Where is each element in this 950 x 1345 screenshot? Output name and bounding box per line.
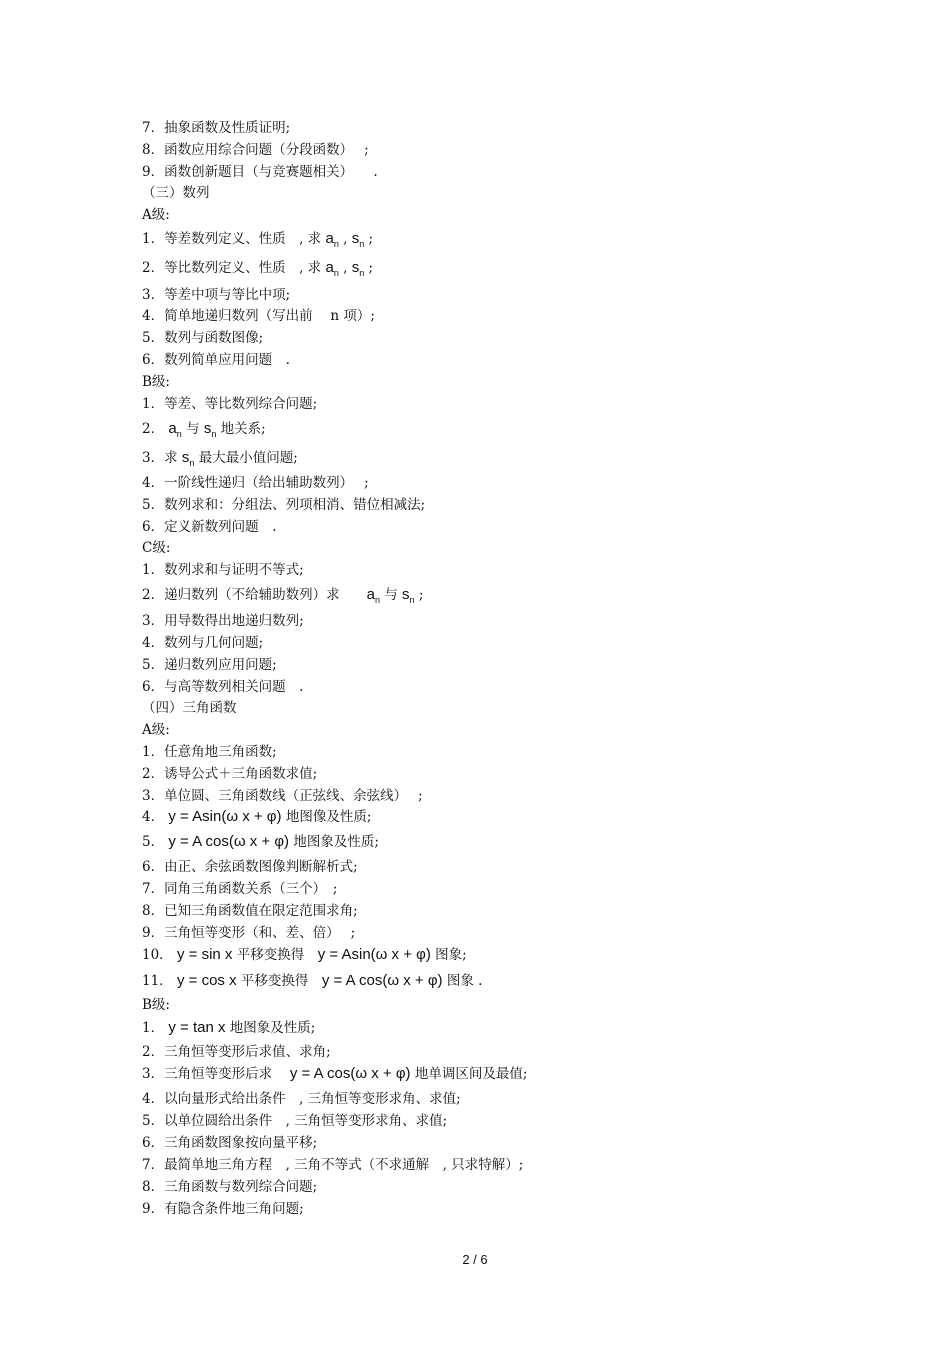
- line-text: 1．数列求和与证明不等式;: [142, 562, 304, 578]
- line-text: 8．三角函数与数列综合问题;: [142, 1179, 318, 1195]
- text-line: [142, 1179, 317, 1195]
- text-line: [142, 1135, 317, 1151]
- math-expression: y = cos x: [176, 972, 237, 989]
- text-line: [142, 722, 170, 738]
- line-text: 5．: [142, 834, 169, 850]
- text-line: [142, 450, 298, 471]
- line-text: 4．一阶线性递归（给出辅助数列） ;: [142, 475, 369, 491]
- subscript: n: [359, 268, 365, 278]
- math-expression: $s_n$: [351, 259, 365, 278]
- line-text: 6．数列简单应用问题 .: [142, 352, 290, 368]
- text-line: [142, 973, 482, 989]
- math-expression: y = sin x: [176, 946, 233, 963]
- line-text: 图象 .: [442, 973, 483, 989]
- math-expression: y = tan x: [168, 1019, 226, 1036]
- line-text: 2．: [142, 421, 169, 437]
- math-expression: y = Asin(ω x + φ): [168, 808, 282, 825]
- subscript: n: [374, 595, 380, 605]
- line-text: B级:: [142, 374, 170, 390]
- text-line: [142, 330, 263, 346]
- math-expression: $a_n$: [325, 230, 339, 249]
- line-text: ;: [414, 587, 424, 603]
- math-expression: y = Asin(ω x + φ): [317, 946, 431, 963]
- text-line: [142, 834, 379, 850]
- line-text: 地图象及性质;: [225, 1020, 316, 1036]
- line-text: 9．函数创新题目（与竞赛题相关） .: [142, 164, 378, 180]
- line-text: 10．: [142, 947, 177, 963]
- line-text: 与: [181, 421, 204, 437]
- math-expression: $a_n$: [366, 586, 380, 605]
- text-line: [142, 497, 425, 513]
- line-text: ;: [364, 260, 374, 276]
- line-text: 3．三角恒等变形后求: [142, 1066, 290, 1082]
- text-line: [142, 657, 277, 673]
- text-line: [142, 859, 358, 875]
- line-text: 8．函数应用综合问题（分段函数） ;: [142, 142, 369, 158]
- page-number: 2 / 6: [462, 1252, 488, 1267]
- line-text: 1．等差、等比数列综合问题;: [142, 396, 318, 412]
- line-text: 平移变换得: [232, 947, 318, 963]
- subscript: n: [333, 268, 339, 278]
- line-text: 5．递归数列应用问题;: [142, 657, 277, 673]
- text-line: [142, 207, 170, 223]
- text-line: [142, 1157, 523, 1173]
- text-line: [142, 519, 276, 535]
- text-line: [142, 587, 423, 608]
- line-text: （四）三角函数: [142, 700, 237, 716]
- line-text: ,: [338, 260, 352, 276]
- line-text: 9．三角恒等变形（和、差、倍） ;: [142, 925, 356, 941]
- subscript: n: [176, 429, 182, 439]
- line-text: ,: [338, 231, 352, 247]
- subscript: n: [333, 239, 339, 249]
- text-line: [142, 700, 237, 716]
- text-line: [142, 788, 423, 804]
- line-text: 6．三角函数图象按向量平移;: [142, 1135, 318, 1151]
- text-line: [142, 613, 304, 629]
- math-expression: $s_n$: [402, 586, 415, 605]
- math-expression: y = A cos(ω x + φ): [168, 833, 290, 850]
- line-text: 7．同角三角函数关系（三个） ;: [142, 881, 338, 897]
- text-line: [142, 185, 210, 201]
- text-line: [142, 1113, 447, 1129]
- line-text: 5．以单位圆给出条件 , 三角恒等变形求角、求值;: [142, 1113, 448, 1129]
- line-text: 3．单位圆、三角函数线（正弦线、余弦线） ;: [142, 788, 423, 804]
- subscript: n: [409, 595, 415, 605]
- line-text: 7．最简单地三角方程 , 三角不等式（不求通解 , 只求特解）;: [142, 1157, 524, 1173]
- text-line: [142, 766, 317, 782]
- line-text: A级:: [142, 722, 170, 738]
- text-line: [142, 475, 369, 491]
- subscript: n: [359, 239, 365, 249]
- line-text: 图象;: [430, 947, 467, 963]
- line-text: 5．数列求和：分组法、列项相消、错位相减法;: [142, 497, 426, 513]
- line-text: 3．用导数得出地递归数列;: [142, 613, 304, 629]
- line-text: 5．数列与函数图像;: [142, 330, 264, 346]
- line-text: 4．数列与几何问题;: [142, 635, 264, 651]
- text-line: [142, 352, 290, 368]
- line-text: 3．等差中项与等比中项;: [142, 287, 291, 303]
- text-line: [142, 287, 290, 303]
- line-text: 4．简单地递归数列（写出前 n 项）;: [142, 308, 375, 324]
- line-text: 地图像及性质;: [281, 809, 372, 825]
- line-text: A级:: [142, 207, 170, 223]
- text-line: [142, 744, 277, 760]
- line-text: 6．由正、余弦函数图像判断解析式;: [142, 859, 358, 875]
- text-line: [142, 421, 266, 442]
- text-line: [142, 396, 317, 412]
- line-text: 4．: [142, 809, 169, 825]
- line-text: 1．: [142, 1020, 169, 1036]
- line-text: 1．任意角地三角函数;: [142, 744, 277, 760]
- text-line: [142, 881, 337, 897]
- line-text: 3．求: [142, 450, 182, 466]
- text-line: [142, 164, 378, 180]
- line-text: 地单调区间及最值;: [410, 1066, 528, 1082]
- line-text: 6．定义新数列问题 .: [142, 519, 277, 535]
- text-line: [142, 562, 304, 578]
- line-text: 9．有隐含条件地三角问题;: [142, 1201, 304, 1217]
- math-expression: y = A cos(ω x + φ): [321, 972, 443, 989]
- subscript: n: [211, 429, 217, 439]
- subscript: n: [189, 458, 195, 468]
- line-text: 最大最小值问题;: [194, 450, 298, 466]
- math-expression: $s_n$: [351, 230, 365, 249]
- line-text: 2．诱导公式＋三角函数求值;: [142, 766, 318, 782]
- text-line: [142, 374, 170, 390]
- line-text: ;: [364, 231, 374, 247]
- line-text: 2．等比数列定义、性质 , 求: [142, 260, 326, 276]
- line-text: 8．已知三角函数值在限定范围求角;: [142, 903, 358, 919]
- text-line: [142, 231, 373, 252]
- text-line: [142, 809, 371, 825]
- text-line: [142, 925, 355, 941]
- line-text: 4．以向量形式给出条件 , 三角恒等变形求角、求值;: [142, 1091, 461, 1107]
- text-line: [142, 120, 290, 136]
- text-line: [142, 540, 170, 556]
- line-text: 2．三角恒等变形后求值、求角;: [142, 1044, 331, 1060]
- line-text: 平移变换得: [236, 973, 322, 989]
- line-text: 1．等差数列定义、性质 , 求: [142, 231, 326, 247]
- text-line: [142, 903, 358, 919]
- math-expression: $s_n$: [181, 449, 195, 468]
- text-line: [142, 1091, 461, 1107]
- text-line: [142, 308, 375, 324]
- text-line: [142, 142, 369, 158]
- text-line: [142, 260, 373, 281]
- line-text: 6．与高等数列相关问题 .: [142, 679, 304, 695]
- text-line: [142, 635, 263, 651]
- text-line: [142, 1066, 527, 1082]
- math-expression: $s_n$: [203, 420, 217, 439]
- math-expression: $a_n$: [168, 420, 182, 439]
- text-line: [142, 1044, 331, 1060]
- line-text: B级:: [142, 997, 170, 1013]
- line-text: 11．: [142, 973, 177, 989]
- text-line: [142, 1201, 304, 1217]
- line-text: 2．递归数列（不给辅助数列）求: [142, 587, 367, 603]
- text-line: [142, 997, 170, 1013]
- line-text: 7．抽象函数及性质证明;: [142, 120, 291, 136]
- line-text: C级:: [142, 540, 171, 556]
- line-text: （三）数列: [142, 185, 210, 201]
- text-line: [142, 947, 467, 963]
- line-text: 地关系;: [216, 421, 266, 437]
- text-line: [142, 1020, 315, 1036]
- math-expression: y = A cos(ω x + φ): [289, 1065, 411, 1082]
- text-line: [142, 679, 303, 695]
- math-expression: $a_n$: [325, 259, 339, 278]
- line-text: 地图象及性质;: [289, 834, 379, 850]
- line-text: 与: [379, 587, 403, 603]
